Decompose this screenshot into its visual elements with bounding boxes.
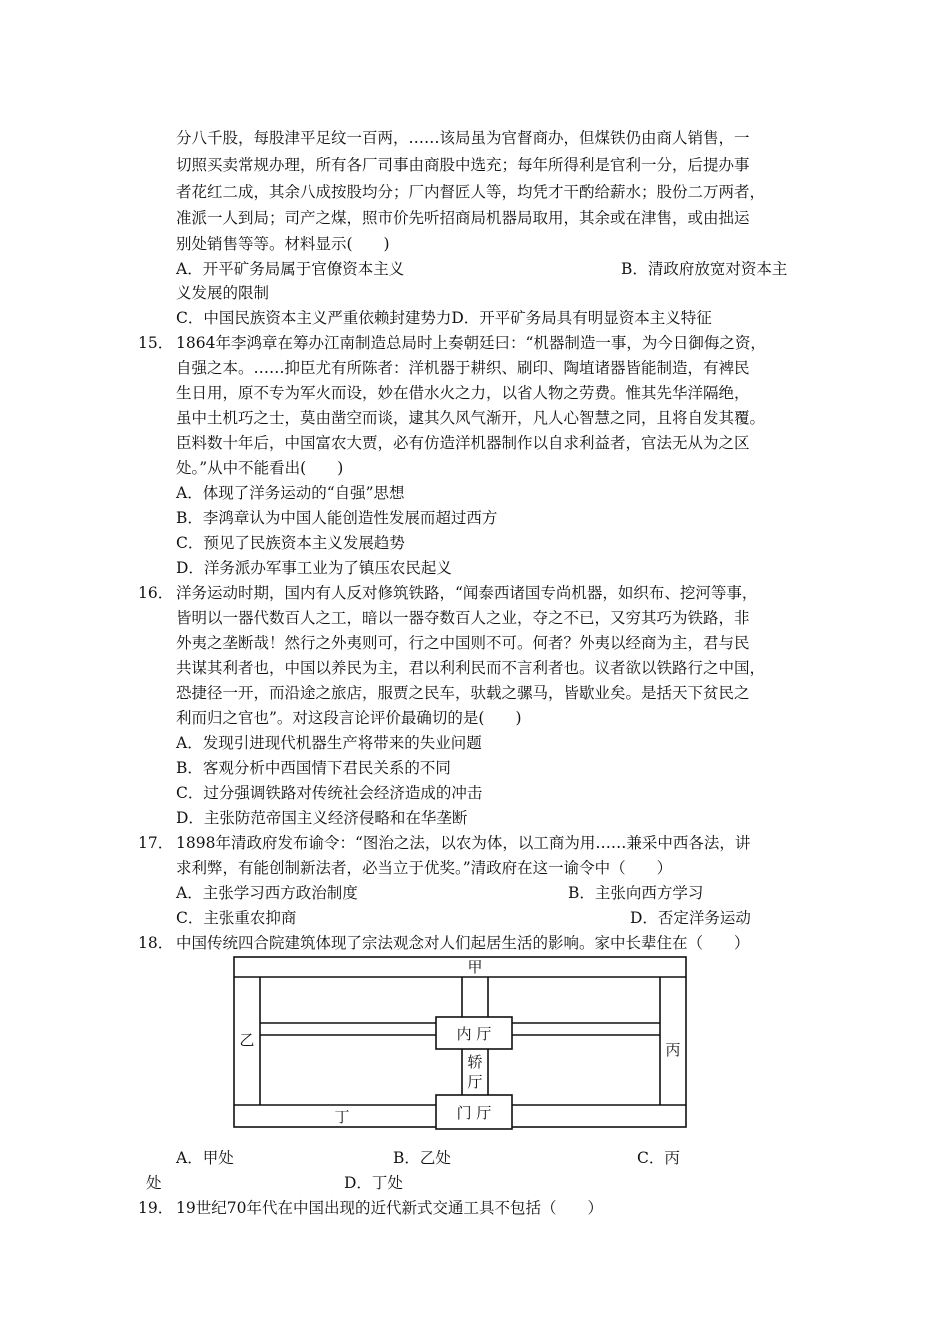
q14-text-line-2: 切照买卖常规办理，所有各厂司事由商股中选充；每年所得利是官利一分，后提办事 — [176, 156, 750, 174]
q15-text-line-6: 处。”从中不能看出( ) — [176, 459, 344, 477]
q15-text-line-5: 臣料数十年后，中国富农大贾，必有仿造洋机器制作以自求利益者，官法无从为之区 — [176, 434, 750, 452]
q16-text-line-2: 皆明以一器代数百人之工，暗以一器夺数百人之业，夺之不已，又穷其巧为铁路，非 — [176, 609, 750, 627]
q16-text-line-3: 外夷之垄断哉！然行之外夷则可，行之中国则不可。何者？外夷以经商为主，君与民 — [176, 634, 750, 652]
q16-option-c: C．过分强调铁路对传统社会经济造成的冲击 — [176, 784, 483, 802]
q16-option-d: D．主张防范帝国主义经济侵略和在华垄断 — [176, 809, 468, 827]
q17-text-line-1: 1898年清政府发布谕令：“图治之法，以农为体，以工商为用……兼采中西各法，讲 — [176, 834, 751, 852]
q18-option-c: C．丙 — [637, 1149, 680, 1167]
q18-stem: 中国传统四合院建筑体现了宗法观念对人们起居生活的影响。家中长辈住在（ ） — [176, 934, 750, 952]
q14-option-a: A．开平矿务局属于官僚资本主义 — [176, 260, 405, 278]
q16-text-line-1: 洋务运动时期，国内有人反对修筑铁路，“闻泰西诸国专尚机器，如织布、挖河等事， — [176, 584, 758, 602]
q15-text-line-2: 自强之本。……抑臣尤有所陈者：洋机器于耕织、刷印、陶埴诸器皆能制造，有裨民 — [176, 359, 750, 377]
q15-text-line-3: 生日用，原不专为军火而设，妙在借水火之力，以省人物之劳费。惟其先华洋隔绝， — [176, 384, 750, 402]
q14-option-cd: C．中国民族资本主义严重依赖封建势力D．开平矿务局具有明显资本主义特征 — [176, 309, 712, 327]
q14-text-line-1: 分八千股，每股津平足纹一百两，……该局虽为官督商办，但煤铁仍由商人销售，一 — [176, 129, 750, 147]
q14-text-line-3: 者花红二成，其余八成按股均分；厂内督匠人等，均凭才干酌给薪水；股份二万两者， — [176, 183, 766, 201]
q15-text-line-4: 虽中土机巧之士，莫由凿空而谈，逮其久风气渐开，凡人心智慧之同，且将自发其覆。 — [176, 409, 766, 427]
label-ding: 丁 — [334, 1108, 350, 1126]
q17-option-a: A．主张学习西方政治制度 — [176, 884, 358, 902]
label-jia: 甲 — [467, 958, 483, 976]
label-sedan-hall-2: 厅 — [467, 1073, 483, 1091]
q16-text-line-5: 恐捷径一开，而沿途之旅店，服贾之民车，驮载之骡马，皆歇业矣。是括天下贫民之 — [176, 684, 750, 702]
q14-option-b: B．清政府放宽对资本主 — [621, 260, 788, 278]
q16-text-line-6: 利而归之官也”。对这段言论评价最确切的是( ) — [176, 709, 522, 727]
q15-text-line-1: 1864年李鸿章在筹办江南制造总局时上奏朝廷曰：“机器制造一事，为今日御侮之资， — [176, 334, 766, 352]
q18-option-c-cont: 处 — [146, 1174, 162, 1192]
label-yi: 乙 — [239, 1031, 255, 1049]
courtyard-diagram — [232, 955, 688, 1133]
q15-number: 15． — [138, 334, 174, 352]
q15-option-c: C．预见了民族资本主义发展趋势 — [176, 534, 405, 552]
q14-option-b-cont: 义发展的限制 — [176, 284, 270, 302]
q18-option-d: D．丁处 — [344, 1174, 403, 1192]
q16-option-a: A．发现引进现代机器生产将带来的失业问题 — [176, 734, 482, 752]
q17-option-b: B．主张向西方学习 — [568, 884, 704, 902]
q14-text-line-5: 别处销售等等。材料显示( ) — [176, 235, 390, 253]
label-bing: 丙 — [665, 1041, 681, 1059]
q19-stem: 19世纪70年代在中国出现的近代新式交通工具不包括（ ） — [176, 1199, 603, 1217]
q15-option-d: D．洋务派办军事工业为了镇压农民起义 — [176, 559, 452, 577]
label-inner-hall: 内 厅 — [456, 1025, 492, 1043]
q17-text-line-2: 求利弊，有能创制新法者，必当立于优奖。”清政府在这一谕令中（ ） — [176, 859, 673, 877]
q16-option-b: B．客观分析中西国情下君民关系的不同 — [176, 759, 451, 777]
q16-text-line-4: 共谋其利者也，中国以养民为主，君以利利民而不言利者也。议者欲以铁路行之中国， — [176, 659, 766, 677]
q18-option-b: B．乙处 — [393, 1149, 451, 1167]
q16-number: 16． — [138, 584, 174, 602]
q15-option-b: B．李鸿章认为中国人能创造性发展而超过西方 — [176, 509, 498, 527]
q17-option-d: D．否定洋务运动 — [630, 909, 751, 927]
q18-option-a: A．甲处 — [176, 1149, 234, 1167]
q17-option-c: C．主张重农抑商 — [176, 909, 297, 927]
q17-number: 17． — [138, 834, 174, 852]
label-gate-hall: 门 厅 — [456, 1104, 492, 1122]
q18-number: 18． — [138, 934, 174, 952]
q19-number: 19． — [138, 1199, 174, 1217]
q15-option-a: A．体现了洋务运动的“自强”思想 — [176, 484, 405, 502]
label-sedan-hall-1: 轿 — [467, 1053, 483, 1071]
q14-text-line-4: 准派一人到局；司产之煤，照市价先听招商局机器局取用，其余或在津售，或由拙运 — [176, 209, 750, 227]
